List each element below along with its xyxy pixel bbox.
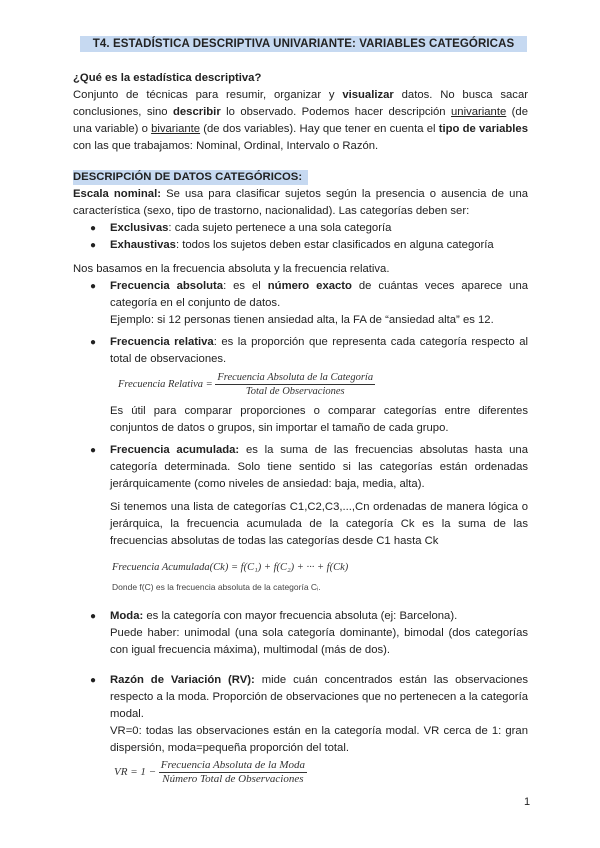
- fr-item: Frecuencia relativa: es la proporción que representa cada categoría respecto al total de observaciones.: [110, 336, 528, 365]
- list-item: Exhaustivas: todos los sujetos deben estar clasificados en alguna categoría: [110, 239, 494, 251]
- nominal-label: Escala nominal:: [73, 188, 161, 200]
- intro-heading: ¿Qué es la estadística descriptiva?: [73, 72, 262, 84]
- bullet-icon: ●: [90, 611, 97, 622]
- fac-formula: Frecuencia Acumulada(Ck) = f(C₁) + f(C₂) + ··· + f(Ck): [112, 562, 349, 573]
- list-item: Exclusivas: cada sujeto pertenece a una sola categoría: [110, 222, 392, 234]
- fr-note: Es útil para comparar proporciones o comparar categorías entre diferentes conjuntos de datos o grupos, sin importar el tamaño de cada grupo.: [110, 405, 528, 434]
- bullet-icon: ●: [90, 223, 97, 234]
- base-paragraph: Nos basamos en la frecuencia absoluta y la frecuencia relativa.: [73, 263, 390, 275]
- page-number: 1: [524, 796, 531, 808]
- fac-formula-note: Donde f(C) es la frecuencia absoluta de la categoría Cᵢ.: [112, 582, 321, 592]
- fa-example: Ejemplo: si 12 personas tienen ansiedad alta, la FA de “ansiedad alta” es 12.: [110, 314, 494, 326]
- bullet-icon: ●: [90, 445, 97, 456]
- fr-formula: Frecuencia Relativa = $\frac{\text{Frecuencia Absoluta de la Categoría}}{\text{Total de Observaciones}}$: [118, 372, 374, 397]
- moda-paragraph: Puede haber: unimodal (una sola categoría dominante), bimodal (dos categorías con igual frecuencia máxima), multimodal (más de dos).: [110, 627, 528, 656]
- bullet-icon: ●: [90, 240, 97, 251]
- fa-item: Frecuencia absoluta: es el número exacto de cuántas veces aparece una categoría en el conjunto de datos. Ejemplo: si 12 personas tienen ansiedad alta, la FA de “ansiedad alta” es 12.: [110, 280, 529, 326]
- rv-formula: VR = 1 − $\frac{\text{Frecuencia Absoluta de la Moda}}{\text{Número Total de Observaciones}}$: [114, 759, 305, 785]
- page-title: T4. ESTADÍSTICA DESCRIPTIVA UNIVARIANTE: VARIABLES CATEGÓRICAS: [92, 38, 515, 50]
- rv-item: Razón de Variación (RV): mide cuán concentrados están las observaciones respecto a la moda. Proporción de observaciones que no pertenecen a la categoría modal. VR=0: todas las observaciones están en la categoría modal. VR cerca de 1: gran dispersión, moda=pequeña proporción del total.: [110, 674, 528, 754]
- fac-paragraph: Si tenemos una lista de categorías C1,C2,C3,...,Cn ordenadas de manera lógica o jerárquica, la frecuencia acumulada de la categoría Ck es la suma de las frecuencias absolutas de todas las categorías desde C1 hasta Ck: [110, 501, 528, 547]
- bullet-icon: ●: [90, 281, 97, 292]
- bullet-icon: ●: [90, 337, 97, 348]
- bullet-icon: ●: [90, 675, 97, 686]
- section-heading: DESCRIPCIÓN DE DATOS CATEGÓRICOS:: [73, 171, 303, 183]
- rv-paragraph: VR=0: todas las observaciones están en la categoría modal. VR cerca de 1: gran dispersión, moda=pequeña proporción del total.: [110, 725, 528, 754]
- section-heading-block: DESCRIPCIÓN DE DATOS CATEGÓRICOS: Escala nominal: Se usa para clasificar sujetos según la presencia o ausencia de una característica (sexo, tipo de trastorno, nacionalidad). Las categorías deben ser:: [73, 171, 529, 217]
- fac-item: Frecuencia acumulada: es la suma de las frecuencias absolutas hasta una categoría determinada. Solo tiene sentido si las categorías están ordenadas jerárquicamente (como niveles de ansiedad: baja, media, alta).: [110, 444, 529, 490]
- intro-paragraph: ¿Qué es la estadística descriptiva? Conjunto de técnicas para resumir, organizar y visualizar datos. No busca sacar conclusiones, sino describir lo observado. Podemos hacer descripción univariante (de una variable) o bivariante (de dos variables). Hay que tener en cuenta el tipo de variables con las que trabajamos: Nominal, Ordinal, Intervalo o Razón.: [73, 72, 529, 152]
- moda-item: Moda: es la categoría con mayor frecuencia absoluta (ej: Barcelona). Puede haber: unimodal (una sola categoría dominante), bimodal (dos categorías con igual frecuencia máxima), multimodal (más de dos).: [110, 610, 528, 656]
